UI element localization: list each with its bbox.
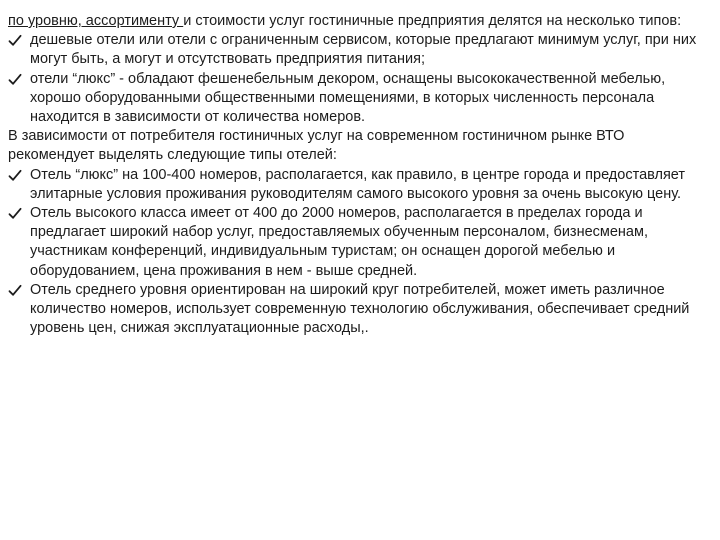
list-item-text: отели “люкс” - обладают фешенебельным декором, оснащены высококачественной мебелью, хорошо оборудованными общественными помещениями, в которых численность персонала находится в зависимости от количества номеров.	[30, 70, 666, 126]
list-item-text: Отель среднего уровня ориентирован на широкий круг потребителей, может иметь различное количество номеров, использует современную технологию обслуживания, обеспечивает средний уровень цен, снижая эксплуатационные расходы,.	[30, 281, 690, 337]
list-item-mid-level-hotel	[8, 281, 710, 339]
intro-text: и стоимости услуг гостиничные предприятия делятся на несколько типов:	[183, 13, 682, 29]
intro-paragraph	[8, 12, 710, 31]
check-mark-icon	[8, 207, 22, 220]
list-item-cheap-hotels	[8, 31, 710, 69]
paragraph-wto: В зависимости от потребителя гостиничных услуг на современном гостиничном рынке ВТО рекомендует выделять следующие типы отелей:	[8, 128, 625, 164]
list-item-luxury-hotels	[8, 70, 710, 128]
check-mark-icon	[8, 73, 22, 86]
list-item-text: дешевые отели или отели с ограниченным сервисом, которые предлагают минимум услуг, при них могут быть, а могут и отсутствовать предприятия питания;	[30, 32, 697, 68]
list-item-high-class-hotel	[8, 204, 710, 281]
list-item-luxe-hotel	[8, 166, 710, 204]
list-item-text: Отель “люкс” на 100-400 номеров, располагается, как правило, в центре города и предоставляет элитарные условия проживания руководителям самого высокого уровня за очень высокую цену.	[30, 166, 686, 202]
check-mark-icon	[8, 284, 22, 297]
check-mark-icon	[8, 169, 22, 182]
check-mark-icon	[8, 34, 22, 47]
list-item-text: Отель высокого класса имеет от 400 до 2000 номеров, располагается в пределах города и предлагает широкий набор услуг, предоставляемых обученным персоналом, бизнесменам, участникам конференций, индивидуальным туристам; он оснащен дорогой мебелью и оборудованием, цена проживания в нем - выше средней.	[30, 205, 648, 279]
intro-underlined-text: по уровню, ассортименту	[8, 13, 184, 29]
